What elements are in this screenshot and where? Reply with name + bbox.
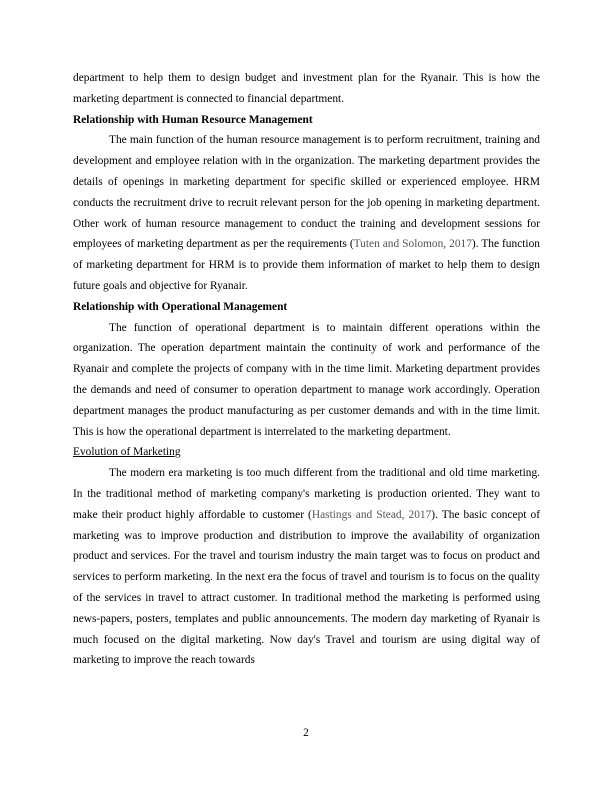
paragraph-financial-continuation	[73, 68, 540, 110]
paragraph-text: ). The function of marketing department for HRM is to provide them information of market to help them to design future goals and objective for Ryanair.	[73, 238, 540, 292]
citation-hastings-stead: Hastings and Stead, 2017	[311, 508, 432, 521]
paragraph-text: The main function of the human resource management is to perform recruitment, training and development and employee relation with in the organization. The marketing department provides the details of openings in marketing department for specific skilled or experienced employee. HRM conducts the recruitment drive to recruit relevant person for the job opening in marketing department. Other work of human resource management to conduct the training and development sessions for employees of marketing department as per the requirements (	[73, 134, 540, 251]
paragraph-text: department to help them to design budget and investment plan for the Ryanair. This is how the marketing department is connected to financial department.	[73, 72, 540, 105]
paragraph-text: The function of operational department is to maintain different operations within the organization. The operation department maintain the continuity of work and performance of the Ryanair and complete the projects of company with in the time limit. Marketing department provides the demands and need of consumer to operation department to manage work accordingly. Operation department manages the product manufacturing as per customer demands and with in the time limit. This is how the operational department is interrelated to the marketing department.	[73, 321, 540, 438]
heading-hrm: Relationship with Human Resource Management	[73, 113, 313, 126]
page-number: 2	[303, 727, 309, 739]
paragraph-evolution	[73, 463, 540, 671]
paragraph-text: ). The basic concept of marketing was to improve production and distribution to improve the availability of organization product and services. For the travel and tourism industry the main target was to focus on product and services to perform marketing. In the next era the focus of travel and tourism is to focus on the quality of the services in travel to attract customer. In traditional method the marketing is performed using news-papers, posters, templates and public announcements. The modern day marketing of Ryanair is much focused on the digital marketing. Now day's Travel and tourism are using digital way of marketing to improve the reach towards	[73, 508, 540, 667]
heading-evolution: Evolution of Marketing	[73, 446, 181, 459]
paragraph-text: The modern era marketing is too much different from the traditional and old time marketing. In the traditional method of marketing company's marketing is production oriented. They want to make their product highly affordable to customer (	[73, 467, 540, 521]
paragraph-operational	[73, 318, 540, 443]
citation-tuten-solomon: Tuten and Solomon, 2017	[353, 238, 472, 251]
document-body	[73, 68, 540, 671]
heading-operational: Relationship with Operational Management	[73, 300, 288, 313]
paragraph-hrm	[73, 130, 540, 296]
